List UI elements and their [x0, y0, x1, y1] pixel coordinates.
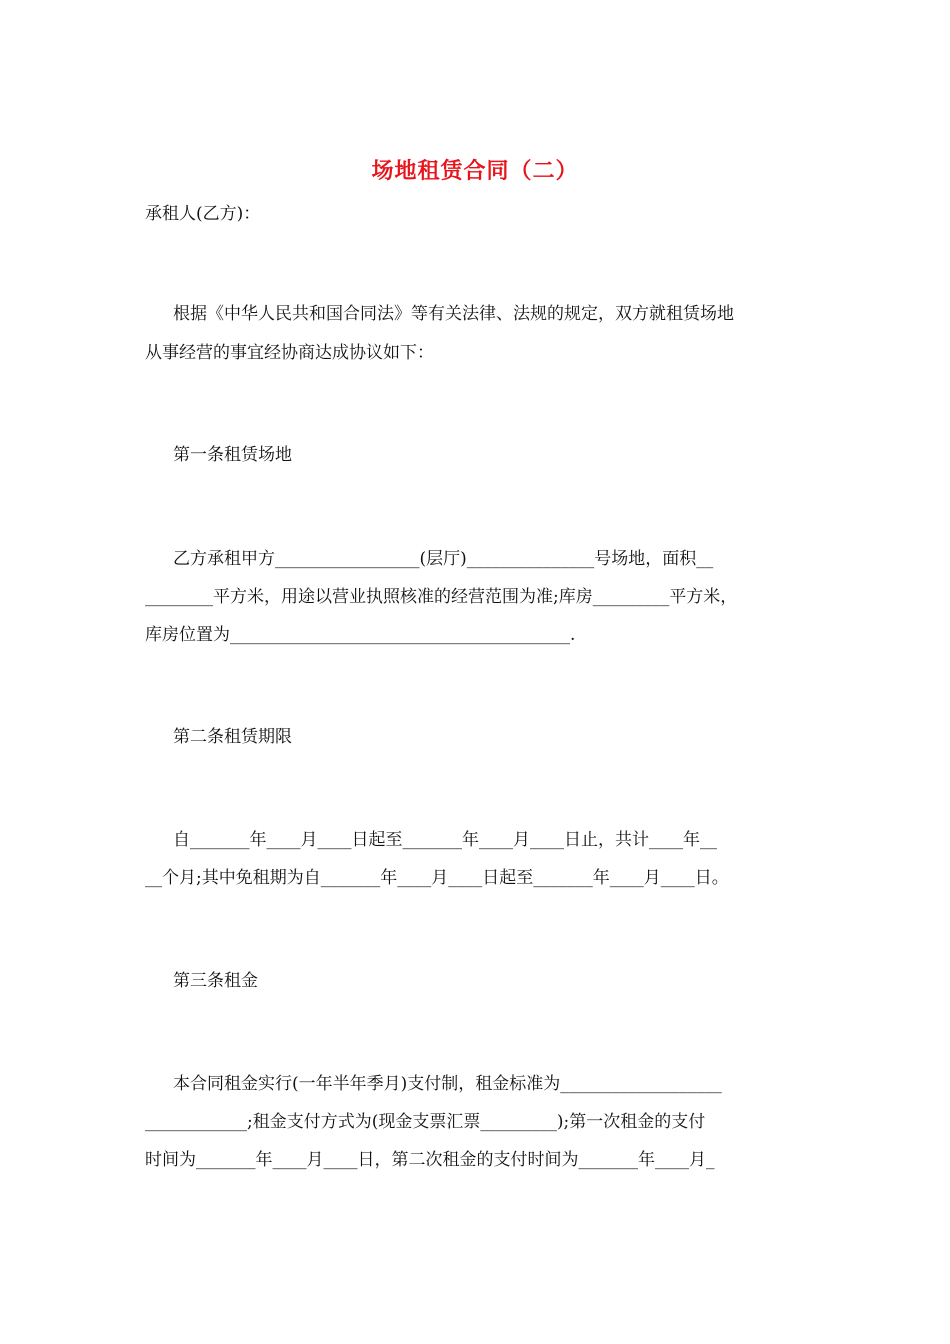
article1-line-2: ________平方米，用途以营业执照核准的经营范围为准;库房_________平方米， — [145, 587, 738, 607]
document-title: 场地租赁合同（二） — [371, 158, 579, 184]
preamble-line-2: 从事经营的事宜经协商达成协议如下： — [145, 343, 434, 363]
article2-heading: 第二条租赁期限 — [173, 727, 292, 747]
article1-heading: 第一条租赁场地 — [173, 445, 292, 465]
article2-line-1: 自_______年____月____日起至_______年____月____日止，共计____年__ — [173, 830, 717, 850]
article3-line-3: 时间为_______年____月____日，第二次租金的支付时间为_______年____月_ — [145, 1150, 715, 1170]
article3-heading: 第三条租金 — [173, 971, 258, 991]
lessee-label: 承租人(乙方)： — [145, 204, 261, 224]
article3-line-1: 本合同租金实行(一年半年季月)支付制，租金标准为___________________ — [173, 1074, 722, 1094]
article2-line-2: __个月;其中免租期为自_______年____月____日起至_______年____月____日。 — [145, 868, 729, 888]
preamble-line-1: 根据《中华人民共和国合同法》等有关法律、法规的规定，双方就租赁场地 — [173, 304, 734, 324]
article1-line-1: 乙方承租甲方_________________(层厅)_______________号场地，面积__ — [173, 549, 714, 569]
article3-line-2: ____________;租金支付方式为(现金支票汇票_________);第一次租金的支付 — [145, 1112, 706, 1132]
article1-line-3: 库房位置为________________________________________. — [145, 625, 576, 645]
